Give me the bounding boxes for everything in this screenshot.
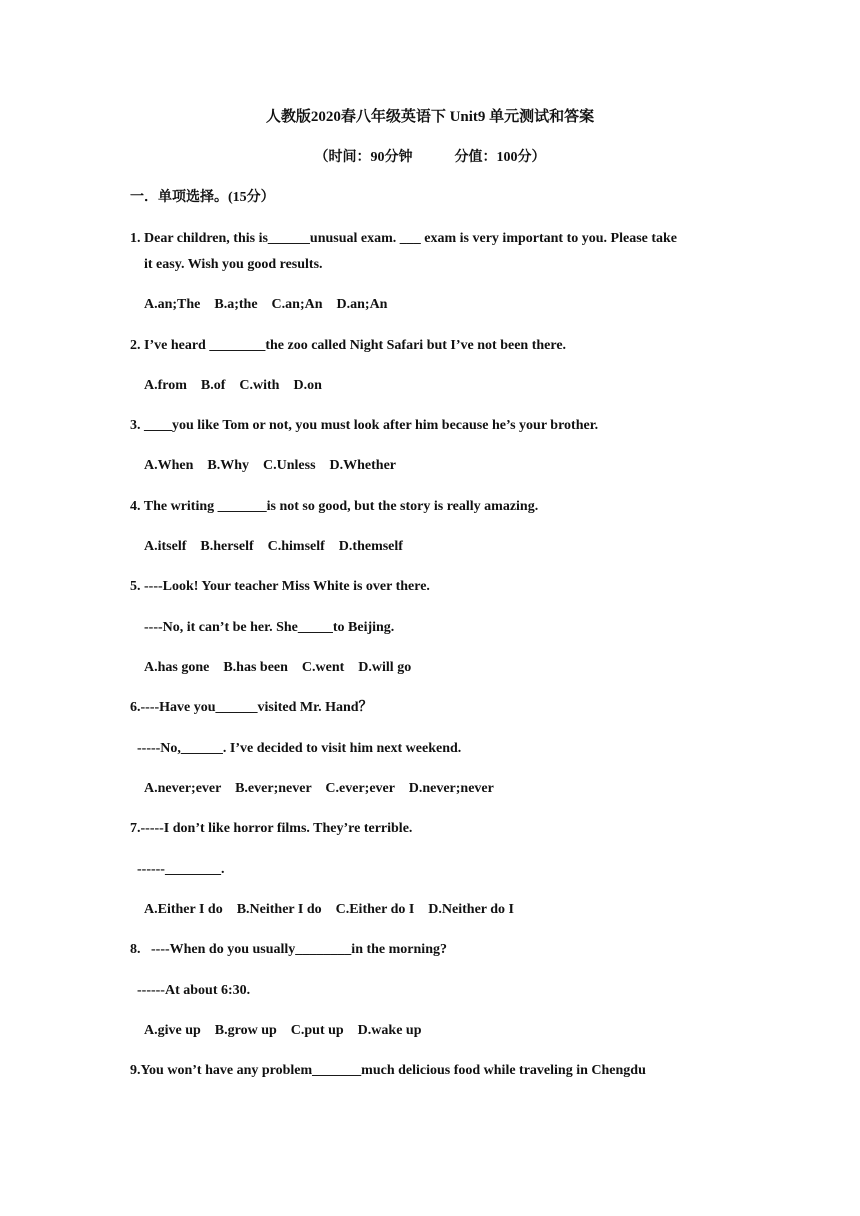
question-6-reply: -----No,______. I’ve decided to visit him next weekend. — [137, 741, 462, 756]
question-7-text: 7.-----I don’t like horror films. They’re terrible. — [130, 821, 413, 836]
question-5-options: A.has gone B.has been C.went D.will go — [144, 660, 412, 675]
question-3-options: A.When B.Why C.Unless D.Whether — [144, 458, 397, 473]
question-3-text: 3. ____you like Tom or not, you must look after him because he’s your brother. — [130, 418, 599, 433]
question-8-text: 8. ----When do you usually________in the morning? — [130, 942, 447, 957]
question-5-reply: ----No, it can’t be her. She_____to Beijing. — [144, 620, 395, 635]
question-7-options: A.Either I do B.Neither I do C.Either do I D.Neither do I — [144, 902, 514, 917]
question-7-reply: ------________. — [137, 862, 225, 877]
document-subtitle: （时间：90分钟 分值：100分） — [314, 150, 546, 165]
question-4-options: A.itself B.herself C.himself D.themself — [144, 539, 403, 554]
question-8-options: A.give up B.grow up C.put up D.wake up — [144, 1023, 422, 1038]
question-1-text-continued: it easy. Wish you good results. — [144, 257, 323, 272]
question-4-text: 4. The writing _______is not so good, but the story is really amazing. — [130, 499, 539, 514]
question-2-text: 2. I’ve heard ________the zoo called Night Safari but I’ve not been there. — [130, 338, 567, 353]
section-heading: 一．单项选择。(15分） — [130, 190, 275, 205]
question-5-text: 5. ----Look! Your teacher Miss White is over there. — [130, 579, 430, 594]
question-2-options: A.from B.of C.with D.on — [144, 378, 322, 393]
question-6-text: 6.----Have you______visited Mr. Hand？ — [130, 700, 373, 715]
question-1-text: 1. Dear children, this is______unusual exam. ___ exam is very important to you. Please take — [130, 231, 678, 246]
question-8-reply: ------At about 6:30. — [137, 983, 251, 998]
question-1-options: A.an;The B.a;the C.an;An D.an;An — [144, 297, 388, 312]
document-title: 人教版2020春八年级英语下 Unit9 单元测试和答案 — [265, 109, 595, 125]
question-9-text: 9.You won’t have any problem_______much delicious food while traveling in Chengdu — [130, 1063, 646, 1078]
question-6-options: A.never;ever B.ever;never C.ever;ever D.never;never — [144, 781, 494, 796]
